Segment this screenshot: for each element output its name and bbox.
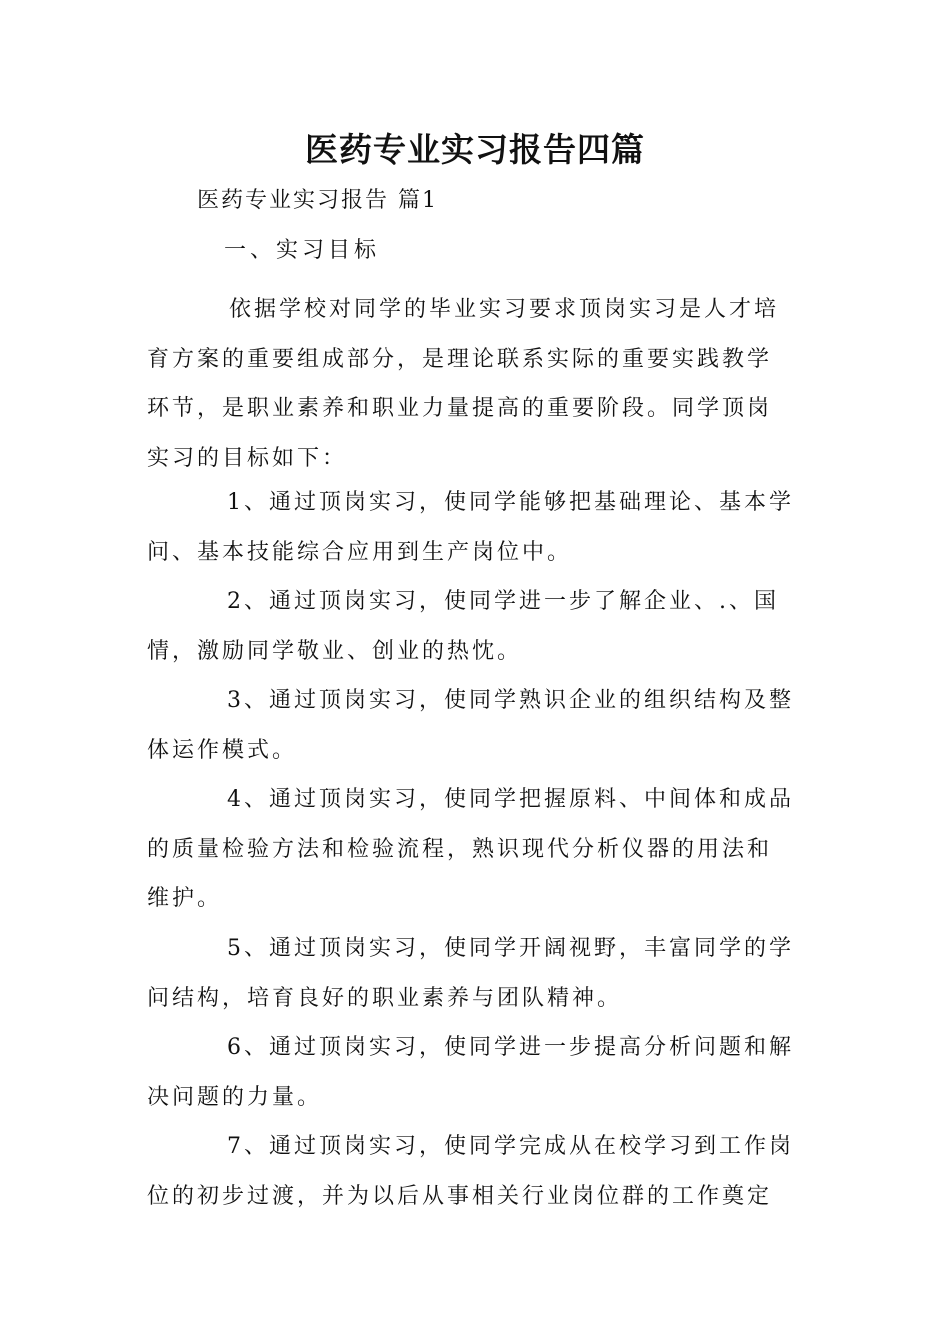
paragraph-line: 问结构，培育良好的职业素养与团队精神。	[147, 985, 623, 1011]
paragraph-line: 1、通过顶岗实习，使同学能够把基础理论、基本学	[227, 490, 794, 515]
document-title: 医药专业实习报告四篇	[305, 130, 645, 169]
paragraph-item-3	[147, 676, 807, 775]
paragraph-line: 决问题的力量。	[147, 1084, 323, 1110]
paragraph-line: 体运作模式。	[147, 737, 298, 763]
paragraph-item-4	[147, 775, 807, 924]
report-subtitle: 医药专业实习报告 篇1	[197, 188, 438, 213]
paragraph-line: 育方案的重要组成部分，是理论联系实际的重要实践教学	[147, 346, 773, 372]
paragraph-line: 2、通过顶岗实习，使同学进一步了解企业、.、国	[227, 589, 779, 614]
paragraph-line: 环节，是职业素养和职业力量提高的重要阶段。同学顶岗	[147, 396, 773, 421]
paragraph-item-7	[147, 1122, 807, 1221]
paragraph-line: 7、通过顶岗实习，使同学完成从在校学习到工作岗	[227, 1134, 794, 1159]
paragraph-item-6	[147, 1023, 807, 1122]
paragraph-line: 实习的目标如下：	[147, 445, 348, 471]
paragraph-line: 维护。	[147, 886, 223, 911]
paragraph-item-2	[147, 577, 807, 676]
section-heading: 一、实习目标	[224, 238, 381, 263]
paragraph-line: 的质量检验方法和检验流程，熟识现代分析仪器的用法和	[147, 836, 773, 862]
paragraph-item-1	[147, 478, 807, 577]
paragraph-line: 问、基本技能综合应用到生产岗位中。	[147, 539, 573, 565]
paragraph-line: 位的初步过渡，并为以后从事相关行业岗位群的工作奠定	[147, 1183, 773, 1209]
paragraph-line: 依据学校对同学的毕业实习要求顶岗实习是人才培	[229, 297, 780, 322]
paragraph-item-5	[147, 924, 807, 1023]
paragraph-line: 5、通过顶岗实习，使同学开阔视野，丰富同学的学	[227, 936, 794, 961]
paragraph-line: 6、通过顶岗实习，使同学进一步提高分析问题和解	[227, 1035, 794, 1060]
paragraph-line: 3、通过顶岗实习，使同学熟识企业的组织结构及整	[227, 688, 794, 713]
paragraph-line: 情，激励同学敬业、创业的热忱。	[147, 638, 523, 664]
paragraph-line: 4、通过顶岗实习，使同学把握原料、中间体和成品	[227, 787, 794, 812]
paragraph-intro	[147, 285, 807, 483]
